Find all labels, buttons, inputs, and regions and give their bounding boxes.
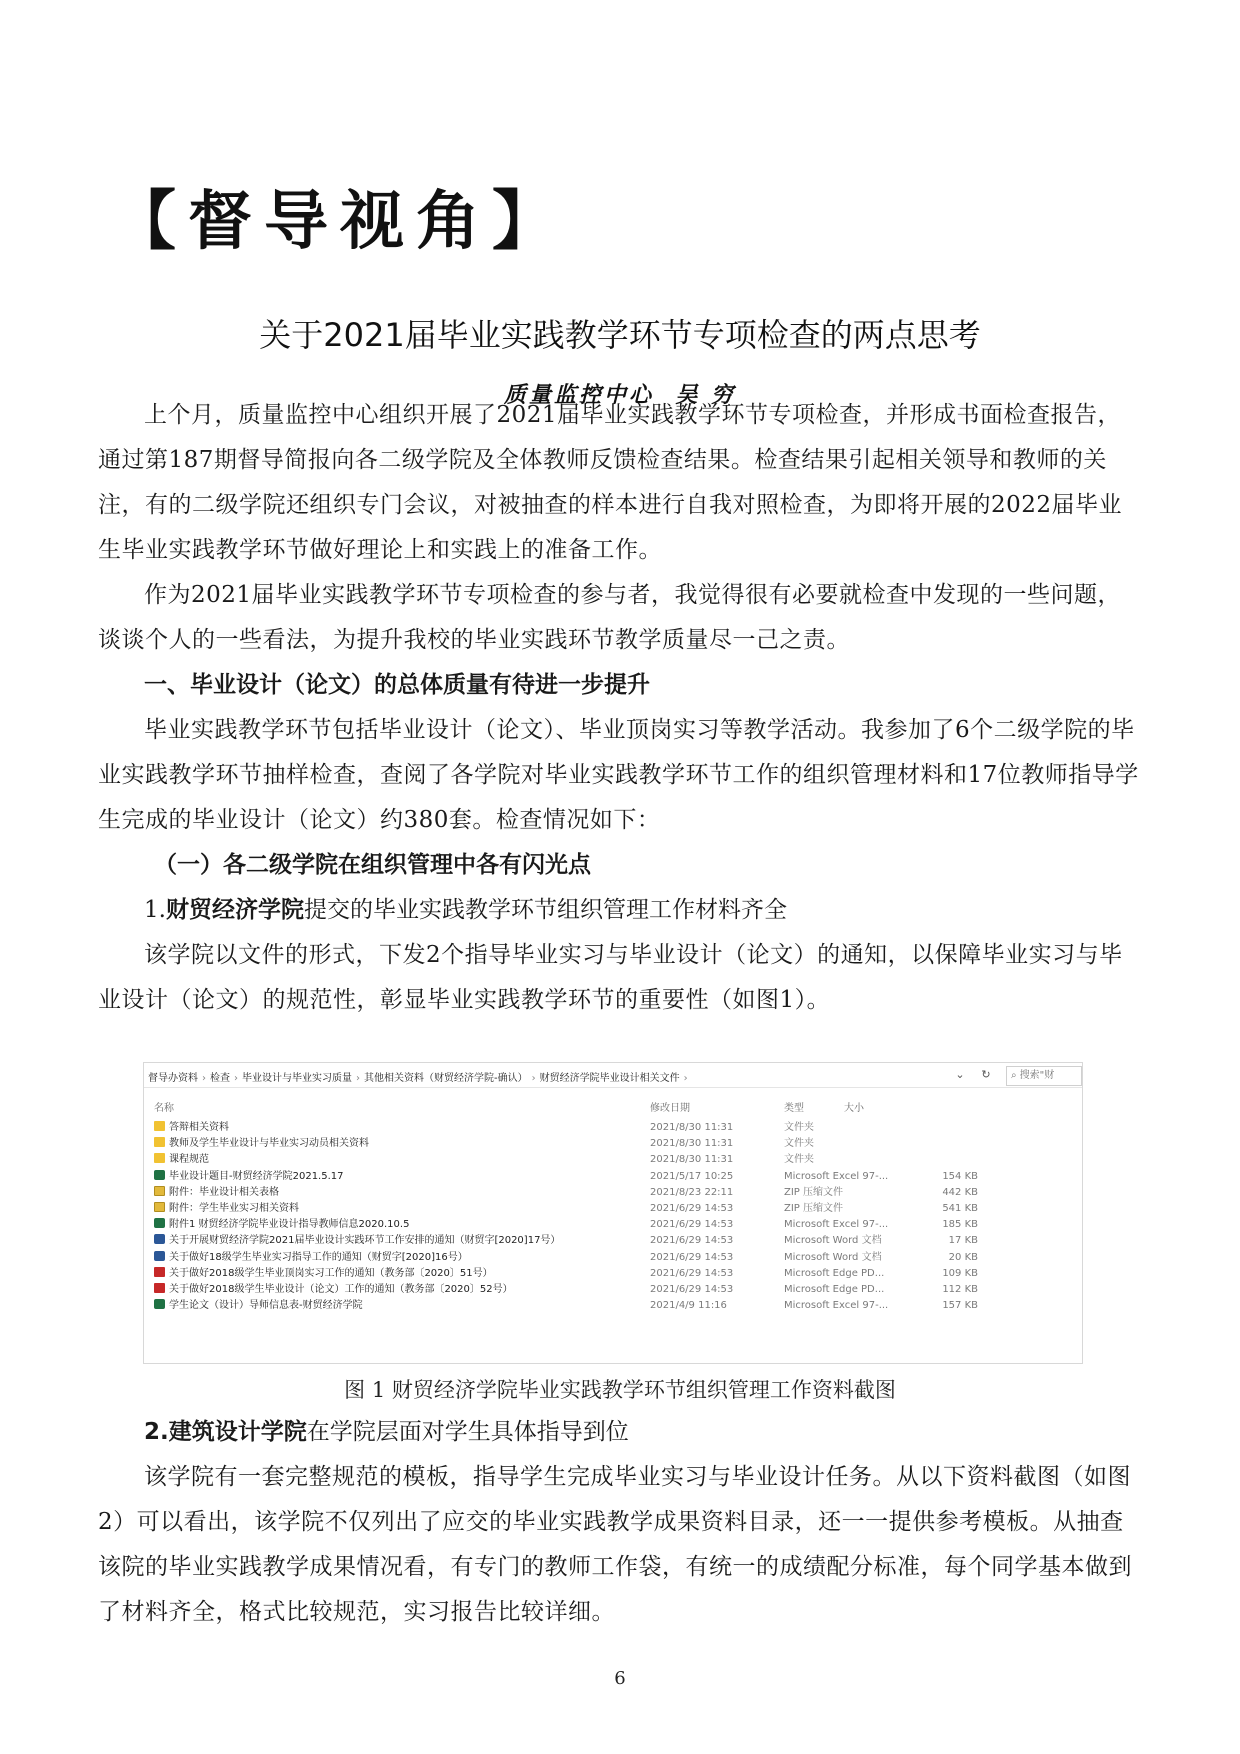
column-headers	[144, 1099, 1082, 1115]
item-2-number: 2.	[144, 1419, 169, 1445]
excel-icon	[154, 1218, 165, 1228]
figure-caption: 图 1 财贸经济学院毕业实践教学环节组织管理工作资料截图	[344, 1378, 896, 1402]
file-type: Microsoft Excel 97-...	[784, 1300, 889, 1312]
file-name-text: 关于开展财贸经济学院2021届毕业设计实践环节工作安排的通知（财贸字[2020]17号）	[169, 1235, 561, 1247]
file-name-text: 教师及学生毕业设计与毕业实习动员相关资料	[169, 1138, 369, 1150]
pdf-icon	[154, 1283, 165, 1293]
breadcrumb: 督导办资料 › 检查 › 毕业设计与毕业实习质量 › 其他相关资料（财贸经济学院-确认） › 财贸经济学院毕业设计相关文件 ›	[148, 1073, 688, 1084]
paragraph-purpose: 作为2021届毕业实践教学环节专项检查的参与者，我觉得很有必要就检查中发现的一些问题，谈谈个人的一些看法，为提升我校的毕业实践环节教学质量尽一己之责。	[98, 582, 1122, 653]
file-type: Microsoft Word 文档	[784, 1235, 882, 1247]
paragraph-intro: 上个月，质量监控中心组织开展了2021届毕业实践教学环节专项检查，并形成书面检查报告，通过第187期督导简报向各二级学院及全体教师反馈检查结果。检查结果引起相关领导和教师的关注，有的二级学院还组织专门会议，对被抽查的样本进行自我对照检查，为即将开展的2022届毕业生毕业实践教学环节做好理论上和实践上的准备工作。	[98, 402, 1123, 563]
file-size: 541 KB	[942, 1203, 978, 1214]
file-name-text: 附件：毕业设计相关表格	[169, 1186, 279, 1198]
zip-icon	[154, 1202, 165, 1212]
paragraph-item-1: 该学院以文件的形式，下发2个指导毕业实习与毕业设计（论文）的通知，以保障毕业实习与毕业设计（论文）的规范性，彰显毕业实践教学环节的重要性（如图1）。	[98, 942, 1123, 1013]
file-date: 2021/8/23 22:11	[650, 1186, 734, 1198]
breadcrumb-item[interactable]: 督导办资料	[148, 1073, 198, 1084]
file-size: 154 KB	[942, 1170, 978, 1182]
file-explorer-screenshot	[143, 1062, 1083, 1364]
file-name-text: 关于做好2018级学生毕业顶岗实习工作的通知（教务部〔2020〕51号）	[169, 1267, 493, 1279]
subheading-1: （一）各二级学院在组织管理中各有闪光点	[154, 852, 591, 878]
file-size: 157 KB	[942, 1300, 978, 1312]
file-name-text: 课程规范	[169, 1154, 209, 1166]
file-size: 112 KB	[942, 1284, 978, 1295]
file-name-text: 关于做好2018级学生毕业设计（论文）工作的通知（教务部〔2020〕52号）	[169, 1284, 513, 1295]
breadcrumb-item[interactable]: 其他相关资料（财贸经济学院-确认）	[364, 1073, 528, 1084]
file-type: 文件夹	[784, 1122, 814, 1133]
file-type: Microsoft Excel 97-...	[784, 1219, 889, 1231]
folder-icon	[154, 1121, 165, 1131]
file-name	[154, 1297, 634, 1315]
excel-icon	[154, 1170, 165, 1180]
item-1-number: 1.	[144, 897, 166, 923]
item-2-lead: 建筑设计学院	[168, 1419, 307, 1445]
column-name[interactable]: 名称	[154, 1103, 174, 1114]
excel-icon	[154, 1299, 165, 1309]
heading-section-1: 一、毕业设计（论文）的总体质量有待进一步提升	[144, 672, 650, 698]
breadcrumb-item[interactable]: 毕业设计与毕业实习质量	[242, 1073, 352, 1084]
item-1-rest: 提交的毕业实践教学环节组织管理工作材料齐全	[303, 897, 787, 923]
file-type: 文件夹	[784, 1138, 814, 1150]
file-date: 2021/6/29 14:53	[650, 1251, 734, 1263]
search-input[interactable]	[1006, 1066, 1082, 1086]
paragraph-item-2: 该学院有一套完整规范的模板，指导学生完成毕业实习与毕业设计任务。从以下资料截图（如图2）可以看出，该学院不仅列出了应交的毕业实践教学成果资料目录，还一一提供参考模板。从抽查该院的毕业实践教学成果情况看，有专门的教师工作袋，有统一的成绩配分标准，每个同学基本做到了材料齐全，格式比较规范，实习报告比较详细。	[98, 1464, 1132, 1625]
file-type: 文件夹	[784, 1154, 814, 1166]
item-2-heading	[98, 1410, 1144, 1455]
paragraph-overview: 毕业实践教学环节包括毕业设计（论文）、毕业顶岗实习等教学活动。我参加了6个二级学院的毕业实践教学环节抽样检查，查阅了各学院对毕业实践教学环节工作的组织管理材料和17位教师指导学生完成的毕业设计（论文）约380套。检查情况如下：	[98, 717, 1139, 833]
file-date: 2021/6/29 14:53	[650, 1235, 734, 1247]
file-name-text: 答辩相关资料	[169, 1122, 229, 1133]
file-type: ZIP 压缩文件	[784, 1186, 844, 1198]
file-name-text: 附件1 财贸经济学院毕业设计指导教师信息2020.10.5	[169, 1219, 410, 1231]
chevron-down-icon[interactable]: ⌄	[955, 1068, 965, 1081]
search-placeholder: 搜索"财	[1019, 1070, 1055, 1081]
file-type: Microsoft Edge PD...	[784, 1267, 885, 1279]
file-size: 109 KB	[942, 1267, 978, 1279]
word-icon	[154, 1234, 165, 1244]
file-type: Microsoft Excel 97-...	[784, 1170, 889, 1182]
file-date: 2021/4/9 11:16	[650, 1300, 727, 1312]
body-bottom	[98, 1410, 1144, 1635]
file-size: 185 KB	[942, 1219, 978, 1231]
item-1-heading	[98, 888, 1144, 933]
file-type: Microsoft Word 文档	[784, 1251, 882, 1263]
folder-icon	[154, 1153, 165, 1163]
item-1-lead: 财贸经济学院	[165, 897, 304, 923]
page-number: 6	[614, 1668, 626, 1689]
word-icon	[154, 1251, 165, 1261]
article-title: 关于2021届毕业实践教学环节专项检查的两点思考	[259, 316, 981, 354]
file-date: 2021/6/29 14:53	[650, 1267, 734, 1279]
column-size[interactable]: 大小	[844, 1103, 864, 1114]
column-type[interactable]: 类型	[784, 1103, 804, 1114]
file-date: 2021/8/30 11:31	[650, 1122, 734, 1133]
item-2-rest: 在学院层面对学生具体指导到位	[306, 1419, 629, 1445]
file-size: 17 KB	[948, 1235, 978, 1247]
folder-icon	[154, 1137, 165, 1147]
file-row[interactable]	[144, 1297, 1082, 1315]
file-name-text: 学生论文（设计）导师信息表-财贸经济学院	[169, 1300, 363, 1312]
file-date: 2021/6/29 14:53	[650, 1219, 734, 1231]
file-name-text: 毕业设计题目-财贸经济学院2021.5.17	[169, 1170, 344, 1182]
file-name-text: 关于做好18级学生毕业实习指导工作的通知（财贸字[2020]16号）	[169, 1251, 468, 1263]
breadcrumb-item[interactable]: 财贸经济学院毕业设计相关文件	[539, 1073, 680, 1084]
body-top	[98, 393, 1144, 1023]
refresh-icon[interactable]: ↻	[981, 1068, 991, 1081]
file-date: 2021/6/29 14:53	[650, 1284, 734, 1295]
breadcrumb-item[interactable]: 检查	[210, 1073, 230, 1084]
file-date: 2021/8/30 11:31	[650, 1138, 734, 1150]
file-date: 2021/6/29 14:53	[650, 1203, 734, 1214]
file-size: 20 KB	[948, 1251, 978, 1263]
pdf-icon	[154, 1267, 165, 1277]
file-size: 442 KB	[942, 1186, 978, 1198]
file-name-text: 附件：学生毕业实习相关资料	[169, 1203, 299, 1214]
file-type: ZIP 压缩文件	[784, 1203, 844, 1214]
column-date[interactable]: 修改日期	[650, 1103, 690, 1114]
file-date: 2021/8/30 11:31	[650, 1154, 734, 1166]
zip-icon	[154, 1186, 165, 1196]
byline: 质量监控中心 吴 穷	[504, 382, 736, 408]
section-tag: 【督导视角】	[112, 185, 568, 259]
search-icon: ⌕	[1011, 1070, 1017, 1081]
address-bar	[144, 1063, 1082, 1088]
file-type: Microsoft Edge PD...	[784, 1284, 885, 1295]
file-date: 2021/5/17 10:25	[650, 1170, 734, 1182]
